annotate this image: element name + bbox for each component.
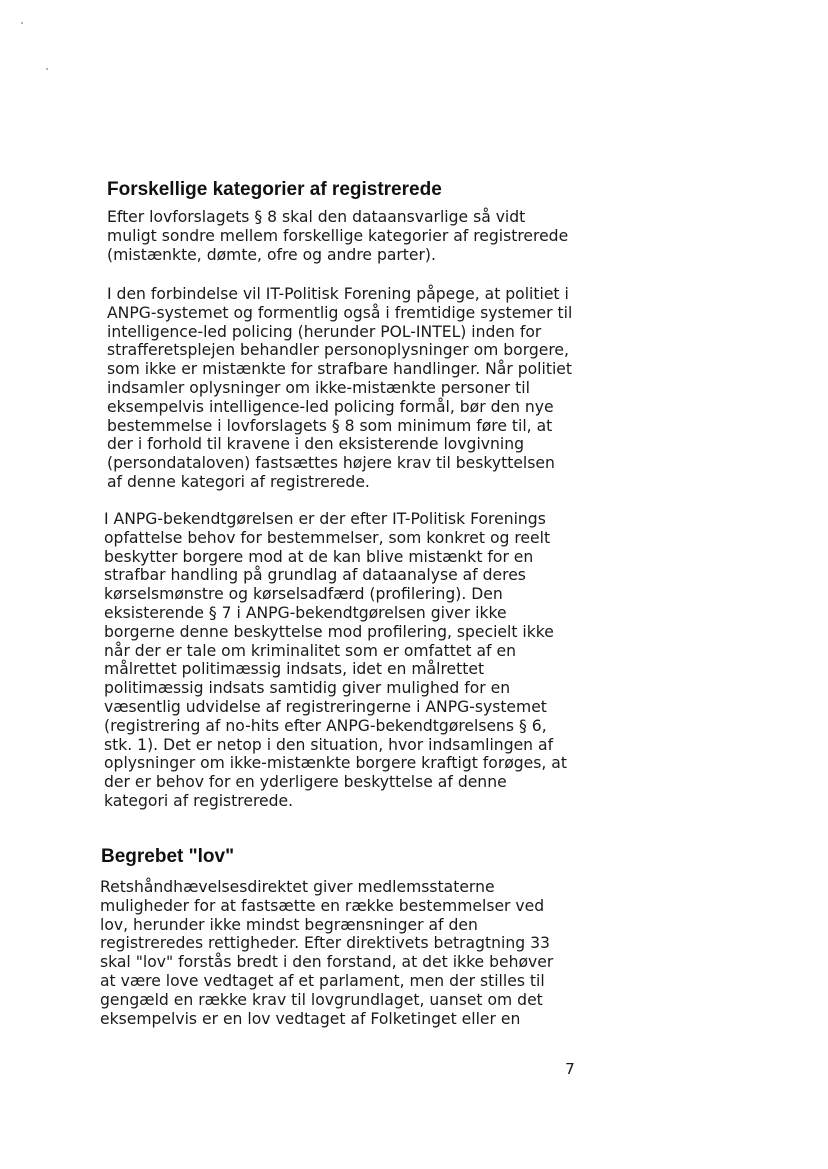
paragraph-categories-intro — [107, 208, 568, 264]
text-line: der er behov for en yderligere beskyttelse af denne — [104, 773, 507, 792]
text-line: eksempelvis intelligence-led policing formål, bør den nye — [107, 397, 554, 416]
text-line: målrettet politimæssig indsats, idet en målrettet — [104, 660, 485, 679]
text-line: I den forbindelse vil IT-Politisk Forening påpege, at politiet i — [107, 285, 569, 303]
text-line: gengæld en række krav til lovgrundlaget, uanset om det — [100, 990, 543, 1009]
text-line: (registrering af no-hits efter ANPG-bekendtgørelsens § 6, — [104, 716, 547, 735]
text-line: oplysninger om ikke-mistænkte borgere kraftigt forøges, at — [104, 754, 567, 773]
text-line: (mistænkte, dømte, ofre og andre parter). — [107, 245, 436, 264]
text-line: at være love vedtaget af et parlament, men der stilles til — [100, 971, 545, 990]
text-line: af denne kategori af registrerede. — [107, 472, 370, 491]
text-line: væsentlig udvidelse af registreringerne i ANPG-systemet — [104, 697, 547, 716]
text-line: indsamler oplysninger om ikke-mistænkte personer til — [107, 378, 530, 397]
paragraph-law-concept — [100, 878, 553, 1028]
text-line: ANPG-systemet og formentlig også i fremtidige systemer til — [107, 303, 573, 322]
scan-speck — [46, 68, 48, 70]
text-line: muligheder for at fastsætte en række bestemmelser ved — [100, 896, 545, 915]
text-line: kategori af registrerede. — [104, 791, 294, 810]
text-line: muligt sondre mellem forskellige kategorier af registrerede — [107, 226, 569, 245]
text-line: eksisterende § 7 i ANPG-bekendtgørelsen giver ikke — [104, 603, 507, 622]
text-line: lov, herunder ikke mindst begrænsninger af den — [100, 915, 478, 934]
text-line: intelligence-led policing (herunder POL-INTEL) inden for — [107, 322, 542, 341]
text-line: bestemmelse i lovforslagets § 8 som minimum føre til, at — [107, 416, 553, 435]
page-number: 7 — [565, 1060, 575, 1078]
text-line: I ANPG-bekendtgørelsen er der efter IT-Politisk Forenings — [104, 510, 546, 528]
paragraph-anpg-surveillance — [107, 285, 572, 492]
section-heading-categories: Forskellige kategorier af registrerede — [107, 179, 442, 200]
text-line: Efter lovforslagets § 8 skal den dataansvarlige så vidt — [107, 208, 526, 226]
text-line: kørselsmønstre og kørselsadfærd (profilering). Den — [104, 585, 503, 604]
text-line: eksempelvis er en lov vedtaget af Folketinget eller en — [100, 1009, 521, 1028]
text-line: beskytter borgere mod at de kan blive mistænkt for en — [104, 547, 534, 566]
scan-speck — [21, 22, 23, 24]
text-line: når der er tale om kriminalitet som er omfattet af en — [104, 641, 516, 660]
text-line: strafferetsplejen behandler personoplysninger om borgere, — [107, 341, 569, 360]
text-line: opfattelse behov for bestemmelser, som konkret og reelt — [104, 528, 551, 547]
text-line: (persondataloven) fastsættes højere krav til beskyttelsen — [107, 454, 555, 473]
text-line: stk. 1). Det er netop i den situation, hvor indsamlingen af — [104, 735, 554, 754]
text-line: borgerne denne beskyttelse mod profilering, specielt ikke — [104, 622, 554, 641]
text-line: politimæssig indsats samtidig giver mulighed for en — [104, 679, 511, 698]
paragraph-anpg-executive-order — [104, 510, 567, 811]
text-line: der i forhold til kravene i den eksisterende lovgivning — [107, 435, 525, 454]
text-line: Retshåndhævelsesdirektet giver medlemsstaterne — [100, 878, 495, 896]
text-line: strafbar handling på grundlag af dataanalyse af deres — [104, 566, 526, 585]
text-line: registreredes rettigheder. Efter direktivets betragtning 33 — [100, 934, 550, 953]
text-line: som ikke er mistænkte for strafbare handlinger. Når politiet — [107, 360, 572, 379]
text-line: skal "lov" forstås bredt i den forstand, at det ikke behøver — [100, 953, 554, 972]
section-heading-law-concept: Begrebet "lov" — [101, 846, 235, 867]
